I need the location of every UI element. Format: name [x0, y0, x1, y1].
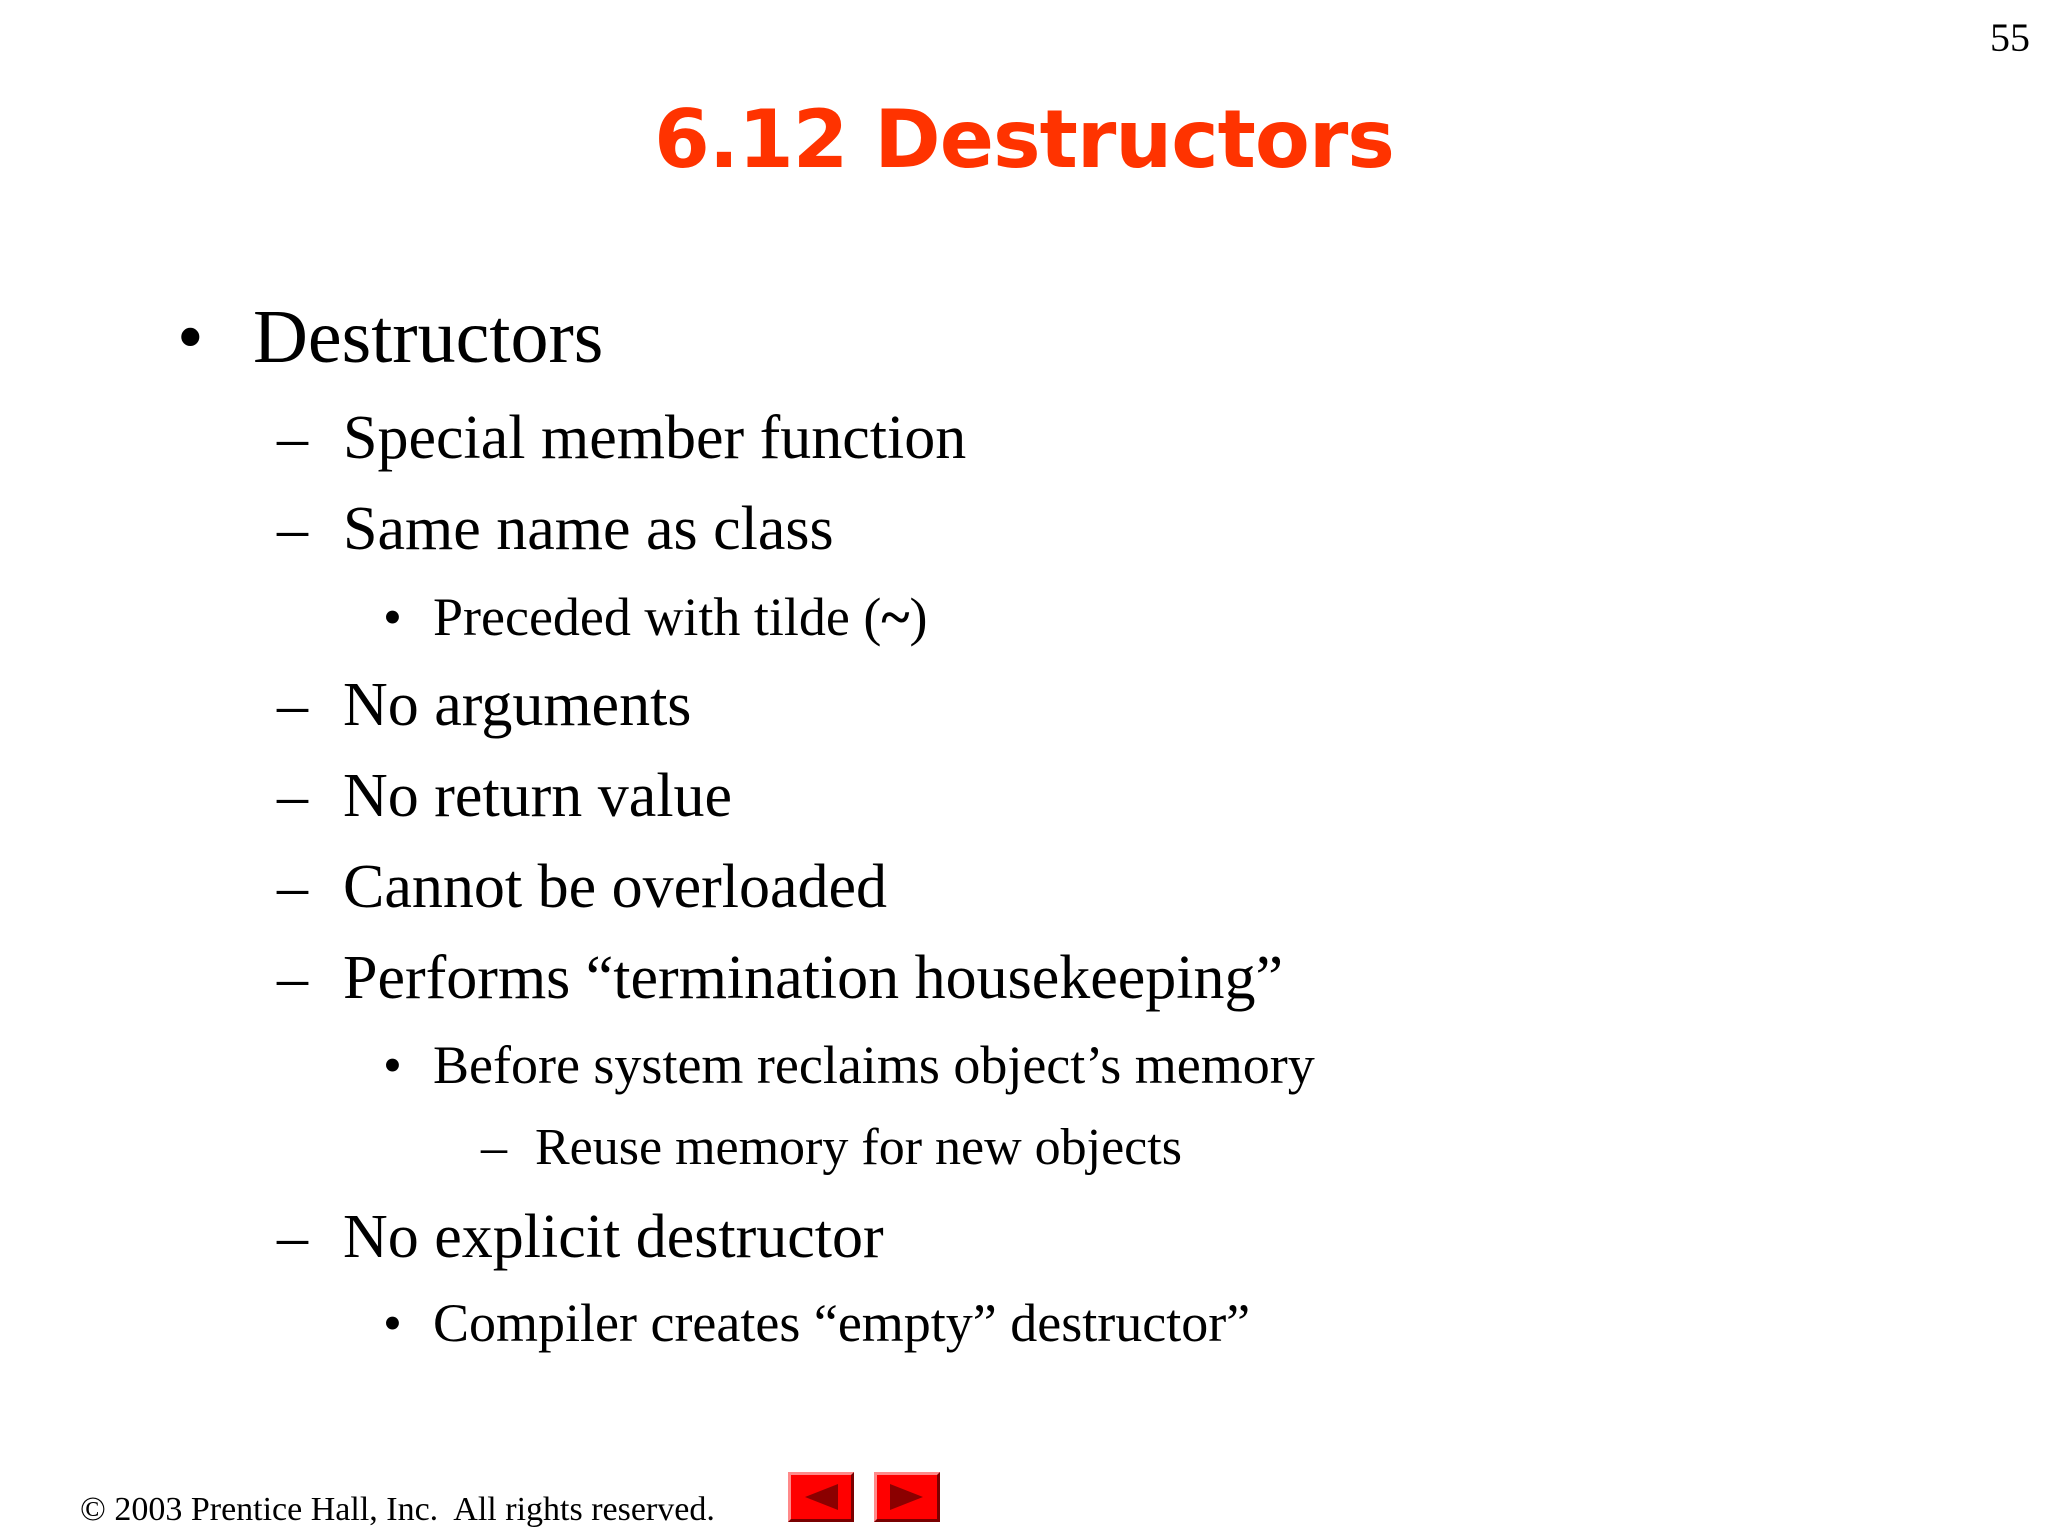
- dash-marker: –: [277, 1203, 308, 1271]
- dash-marker: –: [277, 495, 308, 563]
- outline-item-text: No explicit destructor: [343, 1203, 884, 1271]
- outline-subitem-text-prefix: Preceded with tilde (: [433, 587, 882, 647]
- bullet-marker: •: [383, 587, 402, 647]
- outline-item-text: Same name as class: [343, 495, 834, 563]
- outline-item: [277, 940, 1284, 1016]
- outline-subitem: [383, 1290, 1251, 1356]
- slide-title: 6.12 Destructors: [654, 93, 1394, 186]
- dash-marker: –: [277, 853, 308, 921]
- tilde-symbol: ~: [881, 587, 910, 647]
- outline-item: [277, 758, 733, 834]
- triangle-right-icon: [888, 1482, 926, 1512]
- next-slide-button[interactable]: [874, 1472, 940, 1522]
- outline-subsubitem: [481, 1116, 1182, 1180]
- outline-item-text: No arguments: [343, 671, 692, 739]
- outline-item: [277, 400, 967, 476]
- dash-marker: –: [481, 1119, 507, 1176]
- triangle-left-icon: [802, 1482, 840, 1512]
- outline-subsubitem-text: Reuse memory for new objects: [535, 1119, 1182, 1176]
- outline-item: [277, 491, 834, 567]
- outline-subitem: [383, 1032, 1315, 1098]
- outline-item: [277, 1199, 884, 1275]
- outline-subitem: [383, 584, 928, 650]
- outline-item-text: Special member function: [343, 404, 967, 472]
- outline-subitem-text: Compiler creates “empty” destructor”: [433, 1293, 1251, 1353]
- bullet-marker: •: [383, 1035, 402, 1095]
- outline-subitem-text-suffix: ): [909, 587, 928, 647]
- bullet-marker: •: [177, 295, 204, 379]
- outline-subitem-text: [433, 587, 927, 647]
- outline-heading: [177, 292, 604, 382]
- outline-item-text: Cannot be overloaded: [343, 853, 888, 921]
- outline-heading-text: Destructors: [253, 295, 604, 379]
- outline-item: [277, 667, 692, 743]
- previous-slide-button[interactable]: [788, 1472, 854, 1522]
- outline-subitem-text: Before system reclaims object’s memory: [433, 1035, 1315, 1095]
- dash-marker: –: [277, 404, 308, 472]
- copyright-notice: © 2003 Prentice Hall, Inc. All rights reserved.: [80, 1491, 715, 1528]
- outline-item-text: No return value: [343, 762, 733, 830]
- dash-marker: –: [277, 671, 308, 739]
- dash-marker: –: [277, 944, 308, 1012]
- outline-item-text: Performs “termination housekeeping”: [343, 944, 1284, 1012]
- outline-item: [277, 849, 888, 925]
- page-number: 55: [1990, 15, 2030, 60]
- dash-marker: –: [277, 762, 308, 830]
- bullet-marker: •: [383, 1293, 402, 1353]
